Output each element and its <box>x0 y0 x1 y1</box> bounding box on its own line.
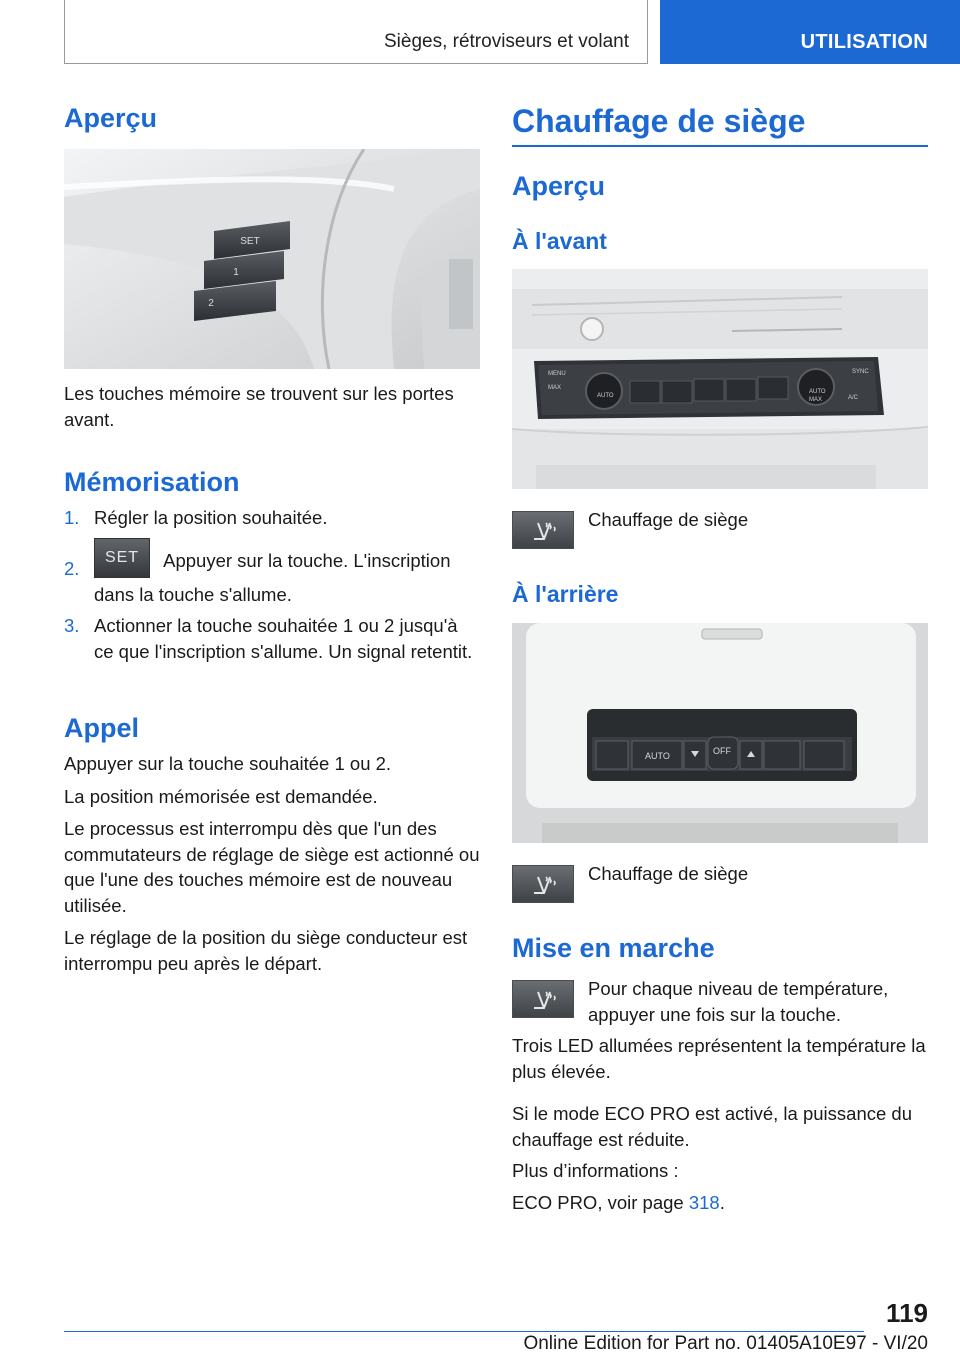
more-info: Plus d’informations : <box>512 1160 679 1181</box>
step-number: 3. <box>64 615 80 636</box>
recall-paragraph: Le réglage de la position du siège conducteur est interrompu peu après le départ. <box>64 927 468 974</box>
section-title: Sièges, rétroviseurs et volant <box>383 31 629 52</box>
rear-caption: Chauffage de siège <box>588 863 749 884</box>
page-number: 119 <box>886 1298 928 1328</box>
running-header <box>64 0 648 64</box>
page-link[interactable]: 318 <box>688 1192 720 1213</box>
edition-line: Online Edition for Part no. 01405A10E97 - VI/20 <box>523 1333 928 1354</box>
button-2-label: 2 <box>208 298 214 309</box>
sync-label: SYNC <box>852 369 869 375</box>
chapter-tab[interactable] <box>660 0 960 64</box>
seat-heating-icon <box>512 511 574 549</box>
main-heading: Chauffage de siège <box>512 103 806 139</box>
set-label: SET <box>240 236 260 247</box>
overview-heading: Aperçu <box>64 103 158 133</box>
seat-heating-icon <box>512 980 574 1018</box>
menu-label: MENU <box>548 371 566 377</box>
footer-rule <box>64 1331 864 1332</box>
seat-heating-icon <box>512 865 574 903</box>
cross-reference <box>512 1190 928 1216</box>
set-button-icon: SET <box>94 538 150 578</box>
auto-label: AUTO <box>645 751 670 761</box>
chapter-tab-label: UTILISATION <box>800 31 928 53</box>
ac-label: A/C <box>848 395 859 401</box>
max-label: MAX <box>548 385 562 391</box>
auto-label: AUTO <box>809 389 826 395</box>
recall-paragraph: Appuyer sur la touche souhaitée 1 ou 2. <box>64 753 392 774</box>
reference-text: ECO PRO, voir page <box>512 1192 689 1213</box>
heading-rule <box>512 145 928 147</box>
button-1-label: 1 <box>233 267 239 278</box>
rear-climate-panel <box>512 623 928 843</box>
list-item <box>64 613 480 664</box>
recall-paragraph: La position mémorisée est demandée. <box>64 785 378 807</box>
rear-heading: À l'arrière <box>512 581 619 607</box>
step-text: Régler la position souhaitée. <box>94 507 328 528</box>
door-panel-illustration <box>64 149 480 369</box>
step-text: Appuyer sur la touche. L'inscription dans la touche s'allume. <box>94 549 451 605</box>
front-climate-panel <box>512 269 928 489</box>
rear-panel-photo <box>512 623 928 843</box>
overview-paragraph: Les touches mémoire se trouvent sur les portes avant. <box>64 383 454 430</box>
memorisation-heading: Mémorisation <box>64 467 240 497</box>
recall-paragraph: Le processus est interrompu dès que l'un des commutateurs de réglage de siège est actionné ou que l'une des touches mémoire est de nouveau utilisée. <box>64 818 480 916</box>
eco-paragraph: Si le mode ECO PRO est activé, la puissance du chauffage est réduite. <box>512 1103 912 1150</box>
memory-buttons-photo <box>64 149 480 369</box>
recall-section <box>64 751 480 976</box>
front-caption: Chauffage de siège <box>588 509 749 530</box>
step-number: 2. <box>64 558 80 579</box>
led-paragraph: Trois LED allumées représentent la température la plus élevée. <box>512 1035 926 1082</box>
max-label: MAX <box>809 397 823 403</box>
off-label: OFF <box>713 746 731 756</box>
auto-label: AUTO <box>597 393 614 399</box>
front-panel-photo <box>512 269 928 489</box>
list-item <box>64 505 480 531</box>
step-text: Actionner la touche souhaitée 1 ou 2 jusqu'à ce que l'inscription s'allume. Un signal retentit. <box>94 615 473 662</box>
switch-on-heading: Mise en marche <box>512 933 715 963</box>
step-number: 1. <box>64 507 80 528</box>
recall-heading: Appel <box>64 713 140 743</box>
switch-on-text: Pour chaque niveau de température, appuyer une fois sur la touche. <box>588 978 889 1025</box>
front-heading: À l'avant <box>512 228 607 254</box>
overview-heading-right: Aperçu <box>512 171 606 201</box>
reference-suffix: . <box>719 1192 725 1213</box>
list-item <box>64 538 480 604</box>
